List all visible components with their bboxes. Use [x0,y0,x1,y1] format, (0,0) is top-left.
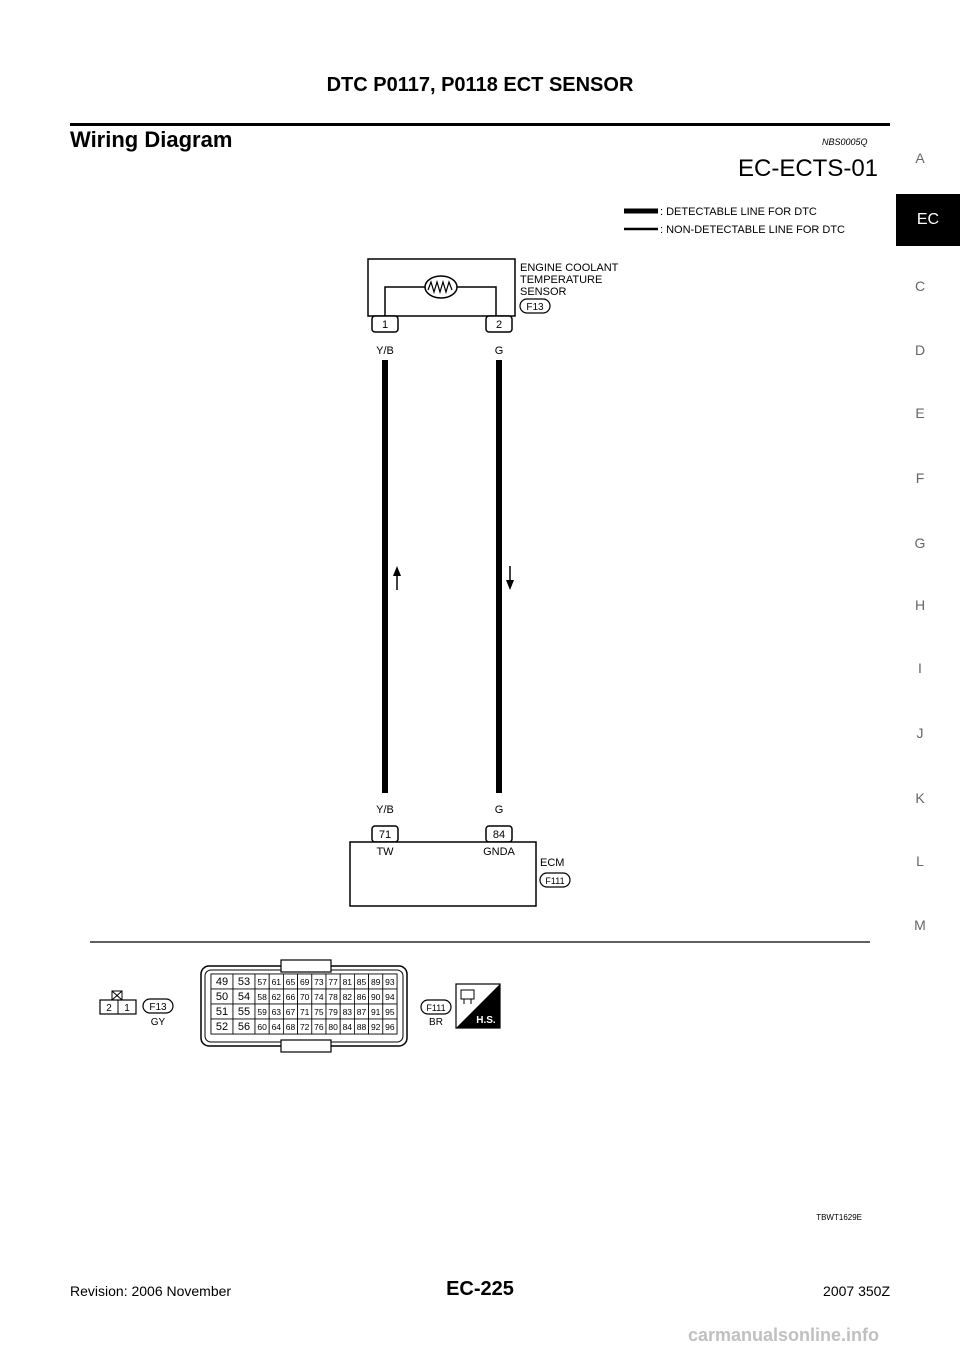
f111-pin: 82 [342,992,353,1002]
svg-text:F111: F111 [426,1003,446,1013]
sidebar-letter[interactable]: I [918,660,922,676]
diagram-id: EC-ECTS-01 [738,155,879,182]
f111-pin: 80 [328,1022,338,1032]
f111-pin: 69 [299,977,310,987]
signal-arrow-up-icon [393,566,401,590]
legend-non-detectable: : NON-DETECTABLE LINE FOR DTC [660,224,845,236]
sensor-name-line3: SENSOR [520,286,567,298]
ecm-terminal-label-right: GNDA [483,846,515,858]
section-code: NBS0005Q [822,137,868,147]
f111-pin: 87 [356,1007,367,1017]
svg-text:H.S.: H.S. [476,1015,496,1026]
f111-pin: 85 [356,977,367,987]
svg-text:F13: F13 [526,302,544,313]
f111-pin-grid [211,974,397,1034]
f111-pin: 57 [257,977,267,987]
sidebar-letter[interactable]: J [916,725,924,741]
f111-pin: 75 [314,1007,324,1017]
signal-arrow-down-icon [506,566,514,590]
svg-text:71: 71 [378,829,392,841]
f111-pin: 96 [385,1022,395,1032]
f111-pin: 73 [314,977,324,987]
f111-pin: 84 [342,1022,353,1032]
f111-color: BR [429,1017,443,1028]
f111-pin: 56 [237,1021,251,1033]
sidebar-letter[interactable]: D [914,342,926,358]
f111-pin: 63 [271,1007,282,1017]
f111-pin: 83 [342,1007,353,1017]
f111-pin: 77 [328,977,338,987]
sensor-name-line1: ENGINE COOLANT [520,262,619,274]
watermark: carmanualsonline.info [688,1325,880,1345]
svg-text:1: 1 [381,319,389,331]
f111-pin: 91 [370,1007,381,1017]
wire-color-bottom-left: Y/B [376,804,394,816]
sidebar-letter[interactable]: M [914,917,926,933]
legend [624,206,845,236]
f111-pin: 92 [370,1022,381,1032]
svg-text:F111: F111 [545,876,565,886]
f111-pin: 59 [257,1007,267,1017]
f111-pin: 66 [285,992,296,1002]
f111-pin: 81 [342,977,353,987]
f111-pin: 67 [285,1007,296,1017]
sidebar-letter[interactable]: L [916,853,924,869]
f111-pin: 61 [271,977,282,987]
ecm-terminal-label-left: TW [376,846,394,858]
f111-pin: 94 [385,992,395,1002]
page-header-title: DTC P0117, P0118 ECT SENSOR [326,74,634,96]
f13-pin: 1 [124,1003,130,1014]
f111-pin: 79 [328,1007,338,1017]
f111-pin: 50 [215,991,229,1003]
footer-page-number: EC-225 [446,1278,514,1300]
f111-pin: 60 [257,1022,267,1032]
f111-pin: 54 [237,991,251,1003]
f111-connector-view [201,960,451,1052]
f111-pin: 74 [314,992,324,1002]
hs-harness-side-icon [456,984,500,1028]
f111-pin: 65 [285,977,296,987]
f111-pin: 95 [385,1007,395,1017]
svg-text:F13: F13 [149,1002,167,1013]
footer-model: 2007 350Z [823,1283,890,1299]
f111-pin: 58 [257,992,267,1002]
f111-pin: 53 [237,976,251,988]
sidebar-letter[interactable]: A [915,150,925,166]
sidebar-letter[interactable]: E [915,405,925,421]
f111-pin: 71 [299,1007,310,1017]
f13-color: GY [150,1017,166,1028]
f111-pin: 64 [271,1022,282,1032]
svg-text:2: 2 [495,319,503,331]
wires [376,345,514,816]
reference-code: TBWT1629E [816,1213,862,1222]
f111-pin: 68 [285,1022,296,1032]
f111-pin: 76 [314,1022,324,1032]
f111-pin: 52 [215,1021,229,1033]
svg-text:84: 84 [492,829,506,841]
sidebar-letter[interactable]: F [915,470,925,486]
sidebar-letter[interactable]: H [914,597,926,613]
f111-pin: 72 [299,1022,310,1032]
ecm-block [350,826,570,906]
ecm-name: ECM [540,857,565,869]
sidebar-letter[interactable]: C [914,278,926,294]
f111-pin: 62 [271,992,282,1002]
f111-pin: 70 [299,992,310,1002]
legend-detectable: : DETECTABLE LINE FOR DTC [660,206,817,218]
f111-pin: 89 [370,977,381,987]
sidebar-active-tab[interactable]: EC [896,194,960,246]
f13-connector-view [100,991,173,1028]
sidebar-letter[interactable]: G [914,535,926,551]
f111-pin: 88 [356,1022,367,1032]
f111-pin: 51 [215,1006,229,1018]
f111-pin: 90 [370,992,381,1002]
engine-coolant-temperature-sensor [368,259,619,332]
footer-revision: Revision: 2006 November [70,1283,232,1299]
section-title: Wiring Diagram [70,127,233,152]
f111-pin: 49 [215,976,229,988]
f111-pin: 55 [237,1006,251,1018]
f111-pin: 93 [385,977,395,987]
f13-pin: 2 [106,1003,112,1014]
sidebar-letter[interactable]: K [915,790,925,806]
wire-color-top-right: G [494,345,504,357]
wire-color-top-left: Y/B [376,345,394,357]
f111-pin: 86 [356,992,367,1002]
sensor-name-line2: TEMPERATURE [520,274,603,286]
f111-pin: 78 [328,992,338,1002]
wire-color-bottom-right: G [494,804,504,816]
